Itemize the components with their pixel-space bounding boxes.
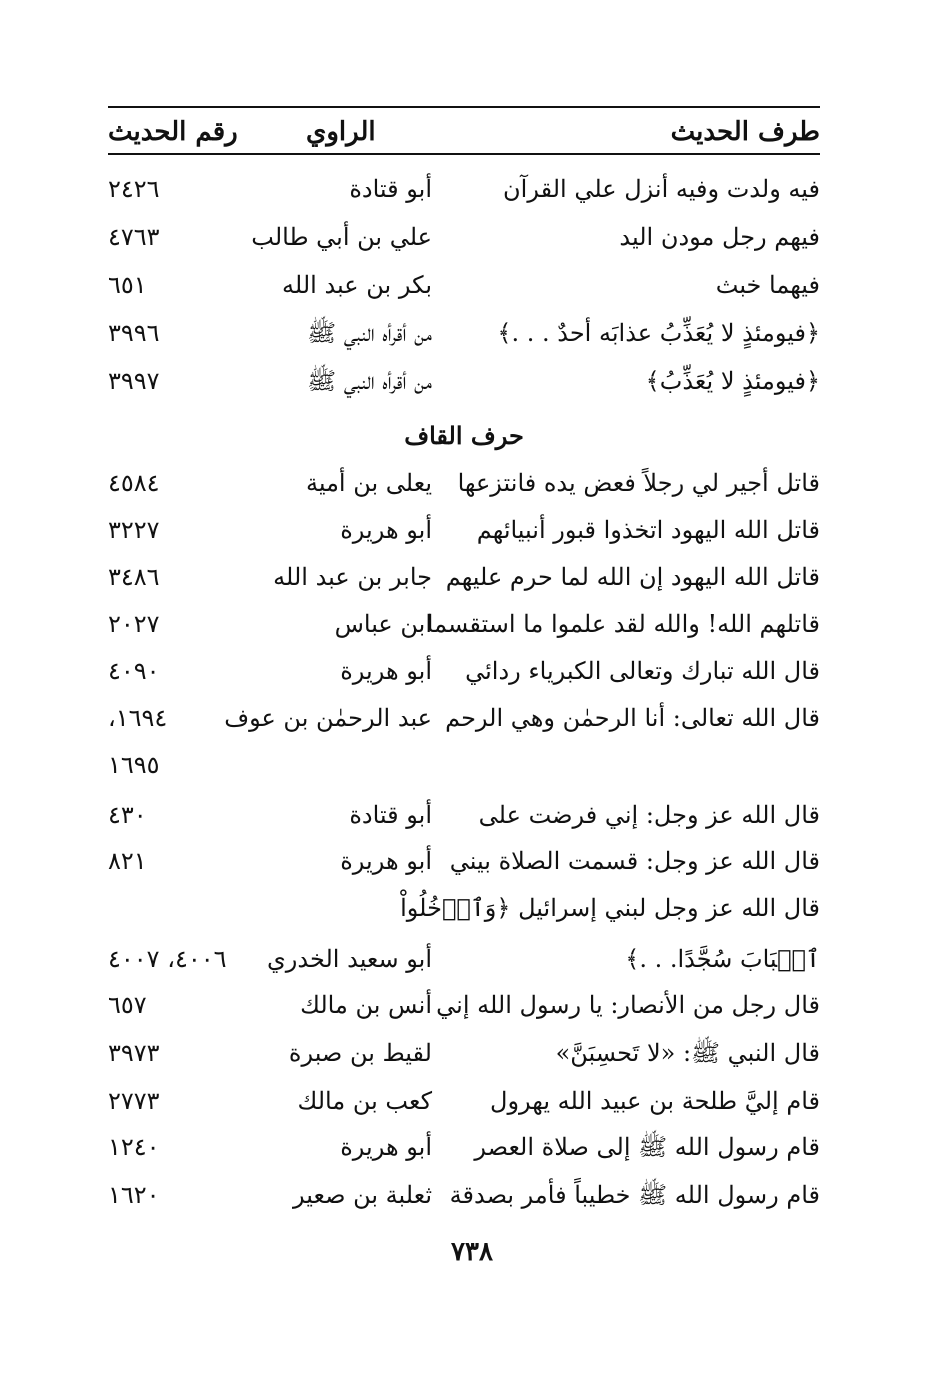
narrator: أبو هريرة <box>340 847 432 875</box>
hadith-text: قاتل أجير لي رجلاً فعض يده فانتزعها <box>457 469 820 497</box>
header-rule <box>108 153 820 155</box>
table-row <box>108 792 820 838</box>
hadith-number: ٤٠٠٦، ٤٠٠٧ <box>108 945 227 973</box>
hadith-number: ٤٠٩٠ <box>108 657 160 685</box>
hadith-text: قام رسول الله ﷺ إلى صلاة العصر <box>474 1133 820 1161</box>
table-row <box>108 1172 820 1218</box>
hadith-number: ١٢٤٠ <box>108 1133 160 1161</box>
table-row <box>108 166 820 212</box>
table-row <box>108 885 820 931</box>
hadith-number: ٣٩٩٧ <box>108 367 160 395</box>
narrator: جابر بن عبد الله <box>273 563 432 591</box>
hadith-number: ١٦٩٤، <box>108 704 168 732</box>
hadith-text: قال الله عز وجل: قسمت الصلاة بيني <box>449 847 820 875</box>
hadith-number: ١٦٢٠ <box>108 1181 160 1209</box>
hadith-text: قام إليَّ طلحة بن عبيد الله يهرول <box>490 1087 820 1115</box>
header-narrator: الراوي <box>306 117 376 147</box>
section-title: حرف القاف <box>404 421 524 450</box>
table-row <box>108 648 820 694</box>
hadith-number: ٨٢١ <box>108 847 147 875</box>
table-row <box>108 838 820 884</box>
hadith-number: ١٦٩٥ <box>108 751 160 779</box>
hadith-text: ٱلۡبَابَ سُجَّدًا. . .﴾ <box>625 945 820 973</box>
narrator: من أقرأه النبي ﷺ <box>307 319 432 347</box>
hadith-text: قال الله عز وجل: إني فرضت على <box>478 801 820 829</box>
hadith-number: ٣٩٧٣ <box>108 1039 160 1067</box>
table-row <box>108 982 820 1028</box>
table-row <box>108 460 820 506</box>
narrator: بكر بن عبد الله <box>282 271 432 299</box>
narrator: علي بن أبي طالب <box>251 223 432 251</box>
hadith-number: ٤٧٦٣ <box>108 223 160 251</box>
hadith-number: ٦٥١ <box>108 271 147 299</box>
narrator: أبو هريرة <box>340 657 432 685</box>
narrator: أبو قتادة <box>349 175 432 203</box>
narrator: يعلى بن أمية <box>305 469 432 497</box>
narrator: أبو هريرة <box>340 516 432 544</box>
table-row <box>108 695 820 741</box>
narrator: لقيط بن صبرة <box>288 1039 432 1067</box>
narrator: أبو سعيد الخدري <box>267 945 432 973</box>
table-row <box>108 601 820 647</box>
table-row <box>108 554 820 600</box>
page-number: ٧٣٨ <box>451 1237 493 1267</box>
hadith-number: ٤٥٨٤ <box>108 469 160 497</box>
table-row <box>108 310 820 356</box>
hadith-text: قاتلهم الله! والله لقد علموا ما استقسما <box>426 610 820 638</box>
hadith-text: قال النبي ﷺ: «لا تَحسِبَنَّ» <box>555 1039 820 1067</box>
narrator: أبو قتادة <box>349 801 432 829</box>
hadith-number: ٢٠٢٧ <box>108 610 160 638</box>
narrator: كعب بن مالك <box>297 1087 432 1115</box>
header-hadith-text: طرف الحديث <box>670 117 820 147</box>
hadith-text: فيهم رجل مودن اليد <box>619 223 820 251</box>
narrator: عبد الرحمٰن بن عوف <box>224 704 432 732</box>
hadith-text: فيه ولدت وفيه أنزل علي القرآن <box>503 175 820 203</box>
table-row <box>108 358 820 404</box>
narrator: ابن عباس <box>334 610 432 638</box>
narrator: ثعلبة بن صعير <box>293 1181 432 1209</box>
table-row <box>108 507 820 553</box>
hadith-text: قال الله تعالى: أنا الرحمٰن وهي الرحم <box>445 704 820 732</box>
hadith-number: ٢٧٧٣ <box>108 1087 160 1115</box>
table-row <box>108 1124 820 1170</box>
hadith-text: فيهما خبث <box>715 271 820 299</box>
top-rule <box>108 106 820 108</box>
hadith-text: قام رسول الله ﷺ خطيباً فأمر بصدقة <box>449 1181 820 1209</box>
hadith-number: ٢٤٢٦ <box>108 175 160 203</box>
hadith-text: قال رجل من الأنصار: يا رسول الله إني <box>436 991 820 1019</box>
table-row <box>108 214 820 260</box>
table-row <box>108 1030 820 1076</box>
hadith-text: ﴿فيومئذٍ لا يُعَذِّبُ﴾ <box>645 367 820 395</box>
table-row <box>108 262 820 308</box>
hadith-number: ٣٢٢٧ <box>108 516 160 544</box>
table-row <box>108 936 820 982</box>
narrator: أبو هريرة <box>340 1133 432 1161</box>
table-row <box>108 1078 820 1124</box>
narrator: من أقرأه النبي ﷺ <box>307 367 432 395</box>
hadith-text: قاتل الله اليهود إن الله لما حرم عليهم <box>445 563 820 591</box>
table-row <box>108 742 820 788</box>
hadith-text: ﴿فيومئذٍ لا يُعَذِّبُ عذابَه أحدٌ . . .﴾ <box>497 319 820 347</box>
hadith-number: ٤٣٠ <box>108 801 147 829</box>
hadith-text: قاتل الله اليهود اتخذوا قبور أنبيائهم <box>476 516 820 544</box>
hadith-text: قال الله تبارك وتعالى الكبرياء ردائي <box>465 657 820 685</box>
hadith-number: ٣٤٨٦ <box>108 563 160 591</box>
hadith-text: قال الله عز وجل لبني إسرائيل ﴿وَٱدۡخُلُواْ <box>400 894 820 922</box>
hadith-number: ٦٥٧ <box>108 991 147 1019</box>
header-hadith-number: رقم الحديث <box>108 117 238 147</box>
narrator: أنس بن مالك <box>300 991 432 1019</box>
hadith-number: ٣٩٩٦ <box>108 319 160 347</box>
